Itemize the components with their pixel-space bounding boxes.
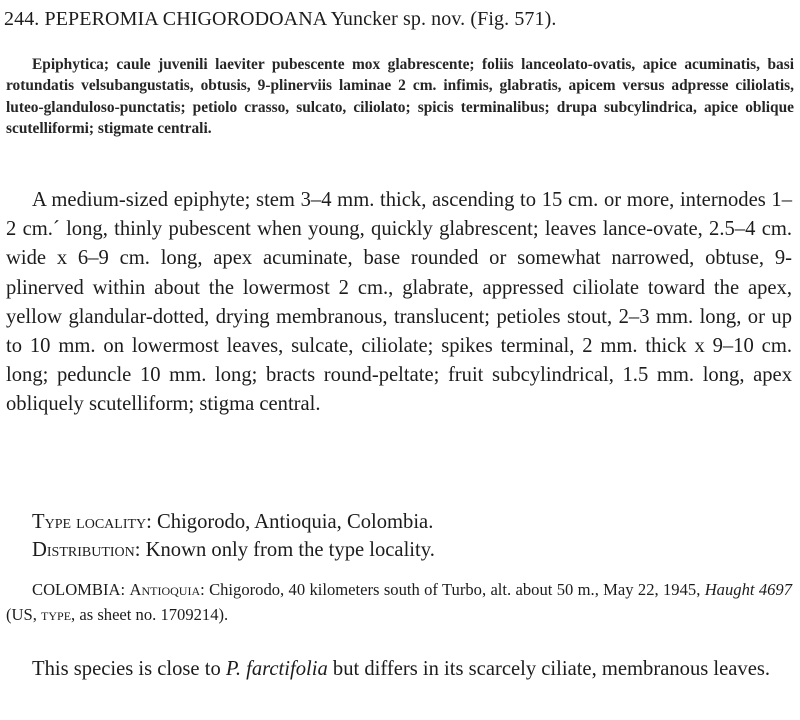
- species-name: PEPEROMIA CHIGORODOANA: [44, 8, 327, 30]
- type-locality-line: [32, 508, 792, 537]
- english-description: A medium-sized epiphyte; stem 3–4 mm. thick, ascending to 15 cm. or more, internodes 1–2 cm.´ long, thinly pubescent when young, quickly glabrescent; leaves lance-ovate, 2.5–4 cm. wide x 6–9 cm. long, apex acuminate, base rounded or somewhat narrowed, obtuse, 9-plinerved within about the lowermost 2 cm., glabrate, appressed ciliolate toward the apex, yellow glandular-dotted, drying membranous, translucent; petioles stout, 2–3 mm. long, or up to 10 mm. on lowermost leaves, sulcate, ciliolate; spikes terminal, 2 mm. thick x 9–10 cm. long; peduncle 10 mm. long; bracts round-peltate; fruit subcylindrical, 1.5 mm. long, apex obliquely scutelliform; stigma central.: [6, 189, 792, 416]
- distribution-line: [32, 536, 792, 565]
- specimen-herbarium: (US,: [6, 604, 37, 624]
- specimen-type-word: type: [41, 604, 72, 624]
- distribution-value: Known only from the type locality.: [145, 539, 435, 561]
- specimen-country: COLOMBIA:: [32, 580, 126, 599]
- note-after: but differs in its scarcely ciliate, membranous leaves.: [332, 658, 771, 680]
- specimen-citation: [6, 578, 792, 627]
- specimen-region: Antioquia:: [129, 580, 205, 599]
- note-before: This species is close to: [32, 658, 221, 680]
- species-number: 244.: [4, 8, 40, 30]
- latin-diagnosis: Epiphytica; caule juvenili laeviter pubescente mox glabrescente; foliis lanceolato-ovatis, apice acuminatis, basi rotundatis velsubangustatis, obtusis, 9-plinerviis laminae 2 cm. infimis, glabratis, apicem versus adpresse ciliolatis, luteo-glanduloso-punctatis; petiolo crasso, sulcato, ciliolato; spicis terminalibus; drupa subcylindrica, apice oblique scutelliformi; stigmate centrali.: [6, 56, 794, 137]
- note-species: P. farctifolia: [225, 658, 328, 680]
- specimen-collector: Haught 4697: [704, 580, 793, 599]
- comparison-note: [6, 654, 792, 684]
- type-locality-label: Type locality:: [32, 511, 152, 533]
- specimen-locality: Chigorodo, 40 kilometers south of Turbo, alt. about 50 m., May 22, 1945,: [209, 580, 701, 599]
- type-locality-value: Chigorodo, Antioquia, Colombia.: [157, 511, 434, 533]
- species-heading: [4, 6, 794, 32]
- specimen-sheet: , as sheet no. 1709214).: [71, 604, 229, 624]
- species-author-figure: Yuncker sp. nov. (Fig. 571).: [330, 8, 557, 30]
- distribution-label: Distribution:: [32, 539, 141, 561]
